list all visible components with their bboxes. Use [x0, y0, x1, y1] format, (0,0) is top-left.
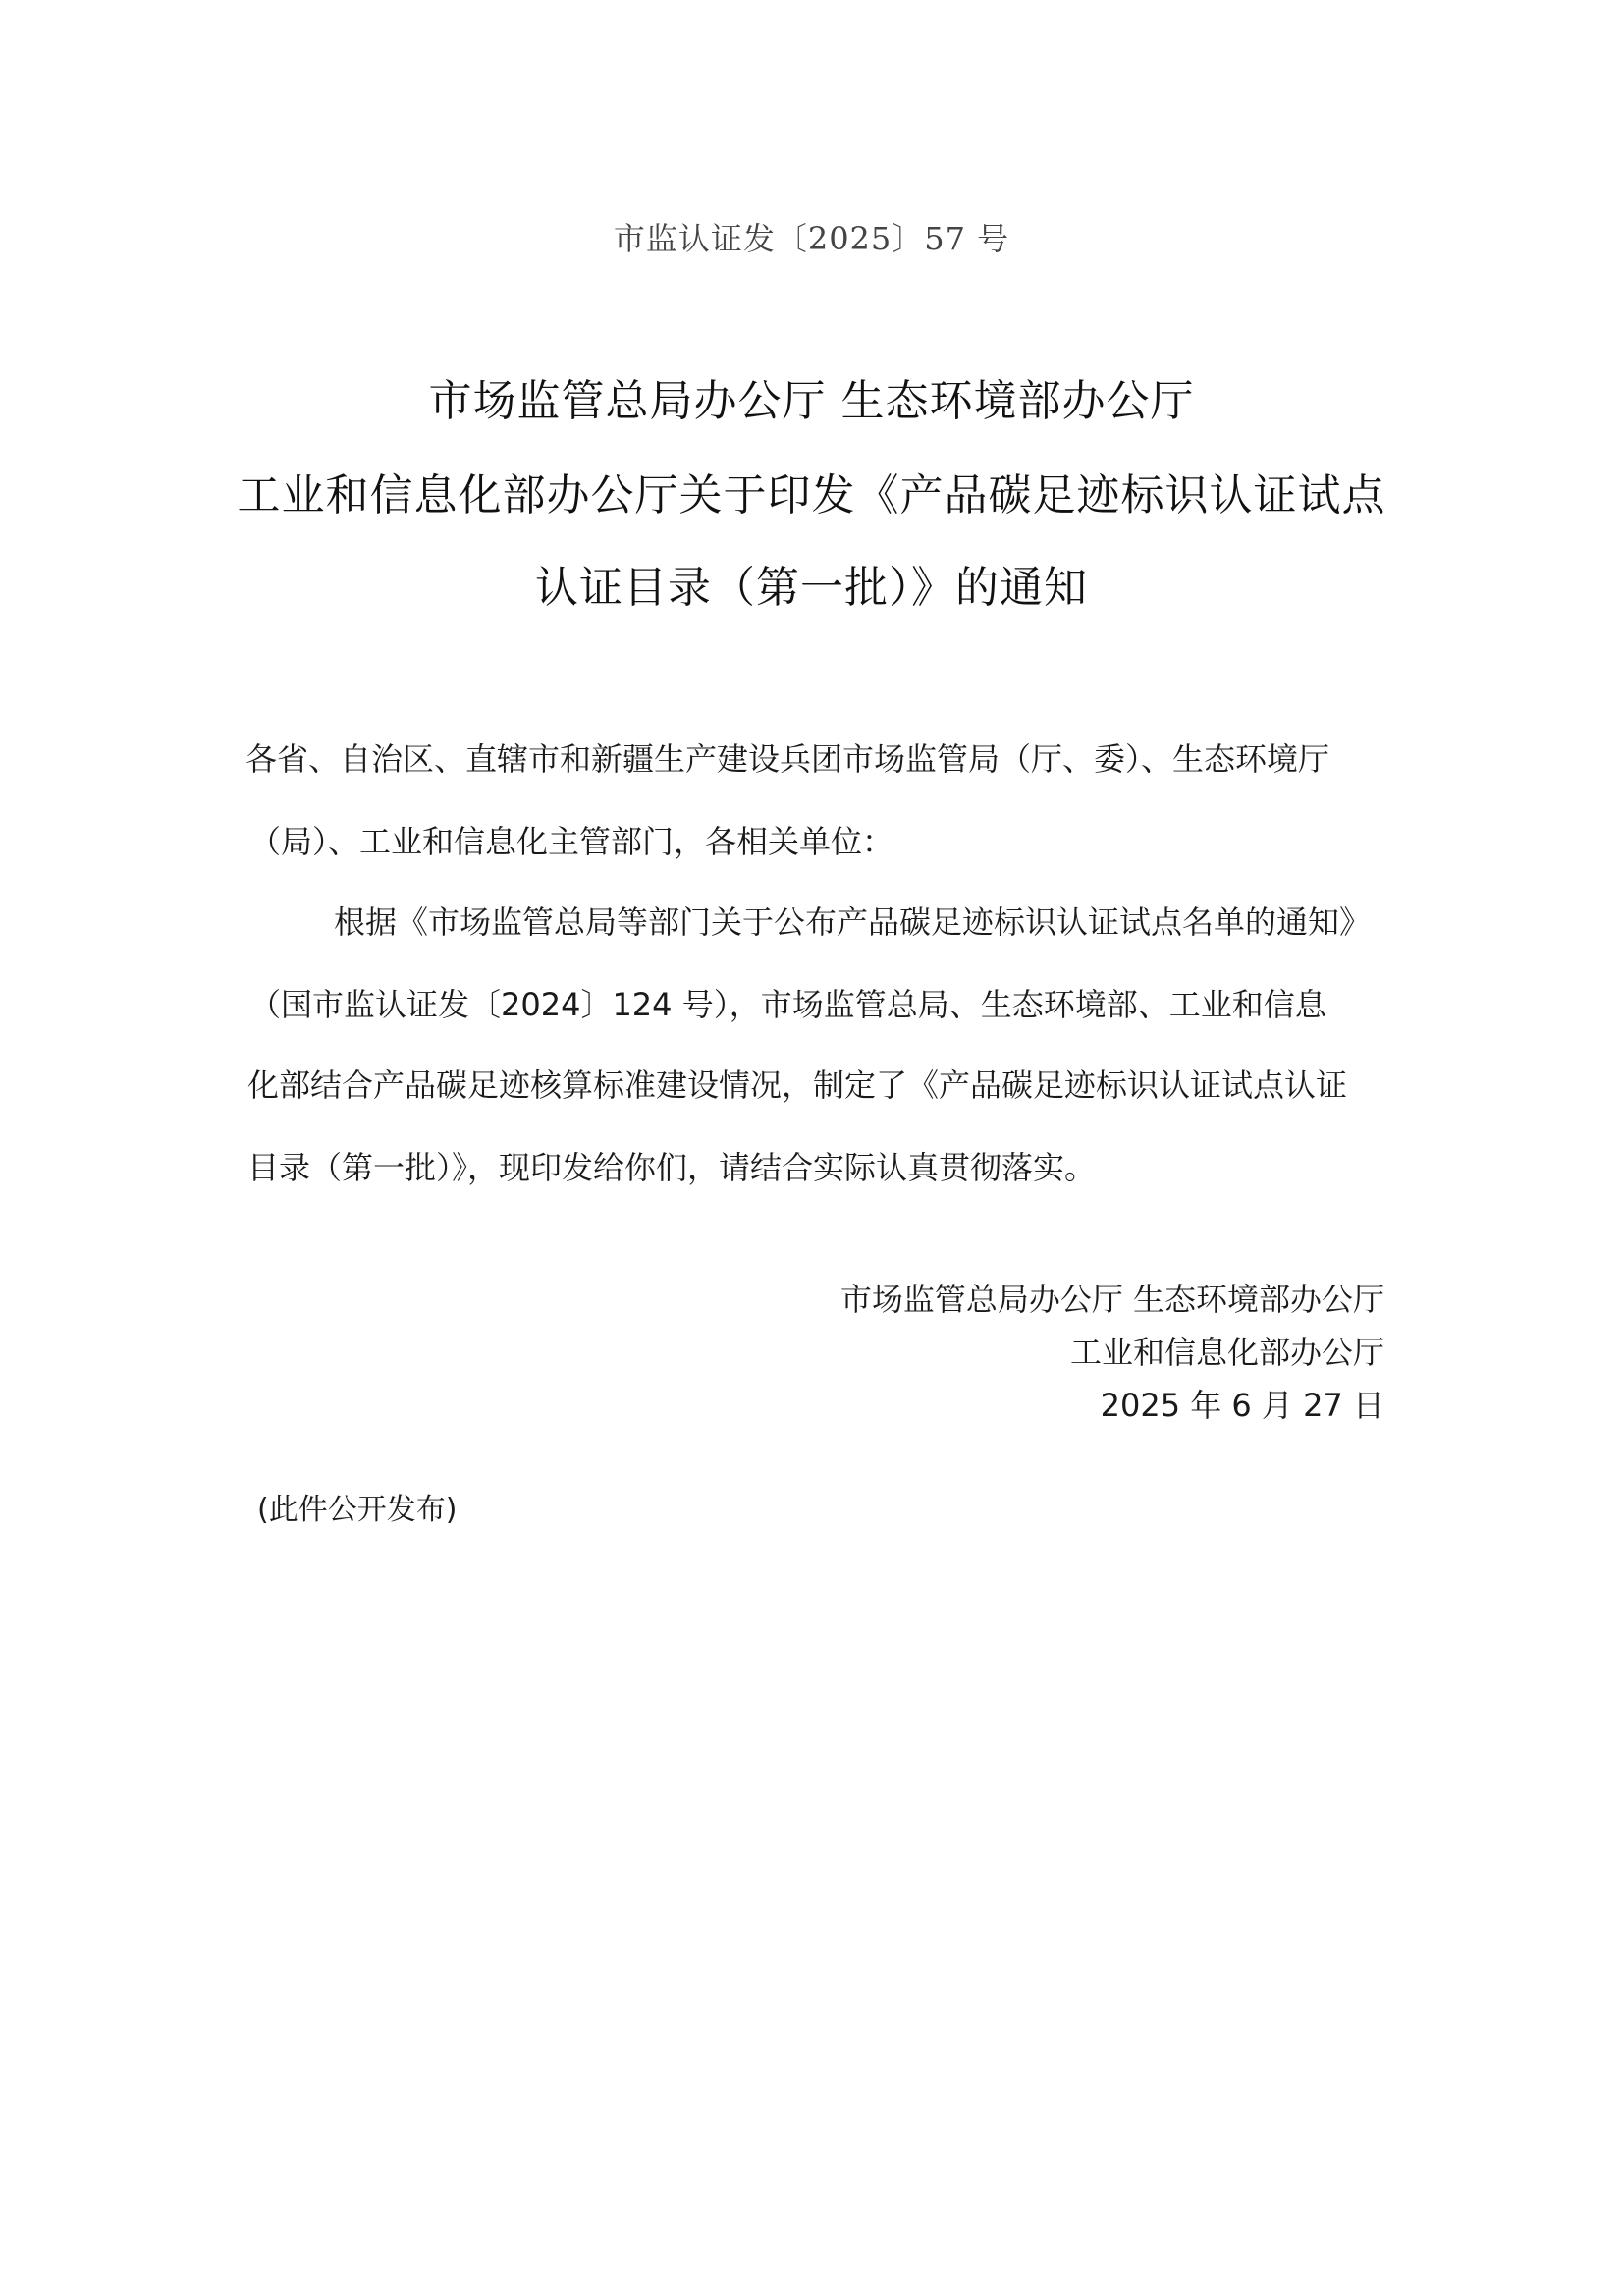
body-line-3: 化部结合产品碳足迹核算标准建设情况，制定了《产品碳足迹标识认证试点认证: [247, 1066, 1348, 1104]
title-line-1: 市场监管总局办公厅 生态环境部办公厅: [428, 376, 1195, 426]
title-line-3: 认证目录（第一批）》的通知: [535, 563, 1088, 613]
body-line-2: （国市监认证发〔2024〕124 号），市场监管总局、生态环境部、工业和信息: [249, 986, 1326, 1023]
signature-line-2: 工业和信息化部办公厅: [1069, 1334, 1384, 1371]
addressee-line-2: （局）、工业和信息化主管部门，各相关单位：: [249, 823, 894, 860]
body-line-1: 根据《市场监管总局等部门关于公布产品碳足迹标识认证试点名单的通知》: [334, 903, 1372, 941]
signature-date: 2025 年 6 月 27 日: [1100, 1387, 1384, 1424]
document-number: 市监认证发〔2025〕57 号: [613, 220, 1010, 257]
publication-note: (此件公开发布): [257, 1493, 458, 1527]
addressee-line-1: 各省、自治区、直辖市和新疆生产建设兵团市场监管局（厅、委）、生态环境厅: [245, 740, 1330, 778]
body-line-4: 目录（第一批）》，现印发给你们，请结合实际认真贯彻落实。: [247, 1149, 1097, 1186]
signature-line-1: 市场监管总局办公厅 生态环境部办公厅: [839, 1281, 1384, 1318]
title-line-2: 工业和信息化部办公厅关于印发《产品碳足迹标识认证试点: [237, 470, 1386, 520]
